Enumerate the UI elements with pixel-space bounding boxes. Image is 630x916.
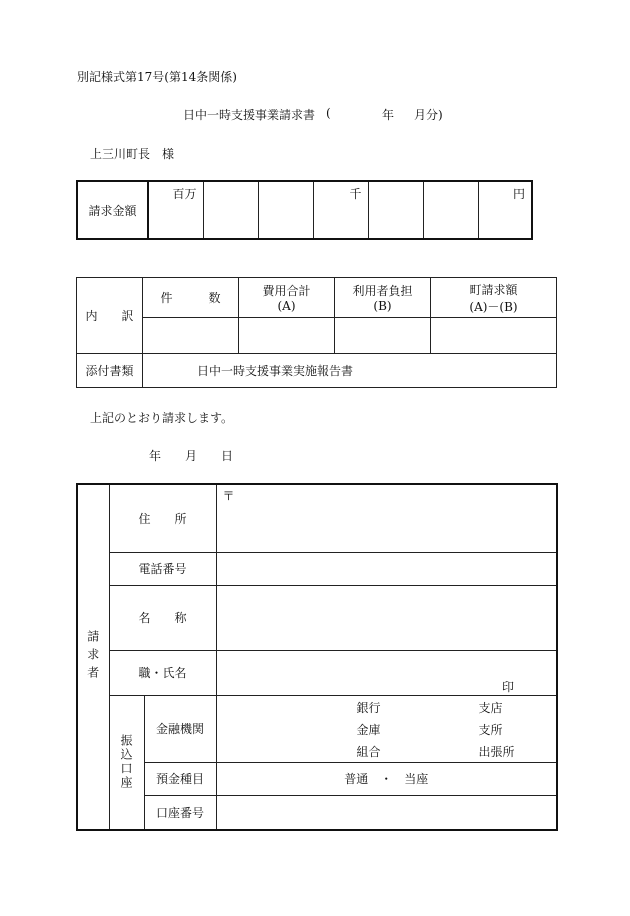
seal-mark: 印	[502, 679, 515, 694]
amount-label: 請求金額	[77, 181, 148, 239]
breakdown-table	[76, 277, 557, 388]
claimant-side-label: 請求者	[77, 484, 109, 830]
amount-digit-million[interactable]	[148, 181, 203, 239]
address-field[interactable]	[216, 484, 557, 552]
branch-type-office: 支所	[478, 722, 503, 737]
attach-label: 添付書類	[77, 354, 143, 388]
account-number-label: 口座番号	[144, 795, 216, 830]
statement-text: 上記のとおり請求します。	[90, 411, 234, 425]
postal-mark: 〒	[222, 489, 235, 503]
phone-field[interactable]	[216, 552, 557, 585]
title-year: 年	[382, 108, 395, 122]
amount-table	[76, 180, 533, 240]
bank-type-bank: 銀行	[356, 700, 381, 715]
amount-digit-ten[interactable]	[423, 181, 478, 239]
name-field[interactable]	[216, 585, 557, 650]
bank-field[interactable]	[216, 695, 557, 762]
title-name-field[interactable]	[216, 650, 557, 695]
breakdown-row-label: 内 訳	[77, 278, 143, 354]
bank-type-union: 組合	[356, 744, 381, 759]
name-label: 名 称	[109, 585, 216, 650]
addressee: 上三川町長 様	[90, 147, 175, 161]
date-year: 年	[149, 449, 162, 463]
form-reference: 別記様式第17号(第14条関係)	[77, 70, 237, 84]
address-label: 住 所	[109, 484, 216, 552]
bank-label: 金融機関	[144, 695, 216, 762]
unit-yen: 円	[512, 187, 525, 201]
bank-type-shinkin: 金庫	[356, 722, 381, 737]
count-value-cell[interactable]	[143, 318, 239, 354]
amount-digit-100k[interactable]	[203, 181, 258, 239]
unit-thousand: 千	[349, 187, 362, 201]
town-value-cell[interactable]	[431, 318, 557, 354]
amount-digit-thousand[interactable]	[313, 181, 368, 239]
amount-digit-hundred[interactable]	[368, 181, 423, 239]
col-town-header: 町請求額 (A)－(B)	[431, 278, 557, 318]
phone-label: 電話番号	[109, 552, 216, 585]
document-title: 日中一時支援事業請求書	[183, 108, 316, 122]
col-count-header: 件 数	[143, 278, 239, 318]
unit-million: 百万	[172, 187, 197, 201]
deposit-type-field[interactable]: 普通 ・ 当座	[216, 762, 557, 795]
title-paren-open: (	[326, 106, 331, 120]
branch-type-sub-office: 出張所	[478, 744, 515, 759]
deposit-label: 預金種目	[144, 762, 216, 795]
user-value-cell[interactable]	[335, 318, 431, 354]
title-month: 月分)	[414, 108, 443, 122]
account-number-field[interactable]	[216, 795, 557, 830]
col-total-header: 費用合計 (A)	[239, 278, 335, 318]
amount-digit-yen[interactable]	[478, 181, 532, 239]
transfer-account-label: 振込口座	[109, 695, 144, 830]
date-day: 日	[221, 449, 234, 463]
attach-value: 日中一時支援事業実施報告書	[143, 354, 557, 388]
branch-type-branch: 支店	[478, 700, 503, 715]
col-user-header: 利用者負担 (B)	[335, 278, 431, 318]
title-name-label: 職・氏名	[109, 650, 216, 695]
amount-digit-10k[interactable]	[258, 181, 313, 239]
date-month: 月	[185, 449, 198, 463]
total-value-cell[interactable]	[239, 318, 335, 354]
claimant-table	[76, 483, 558, 831]
